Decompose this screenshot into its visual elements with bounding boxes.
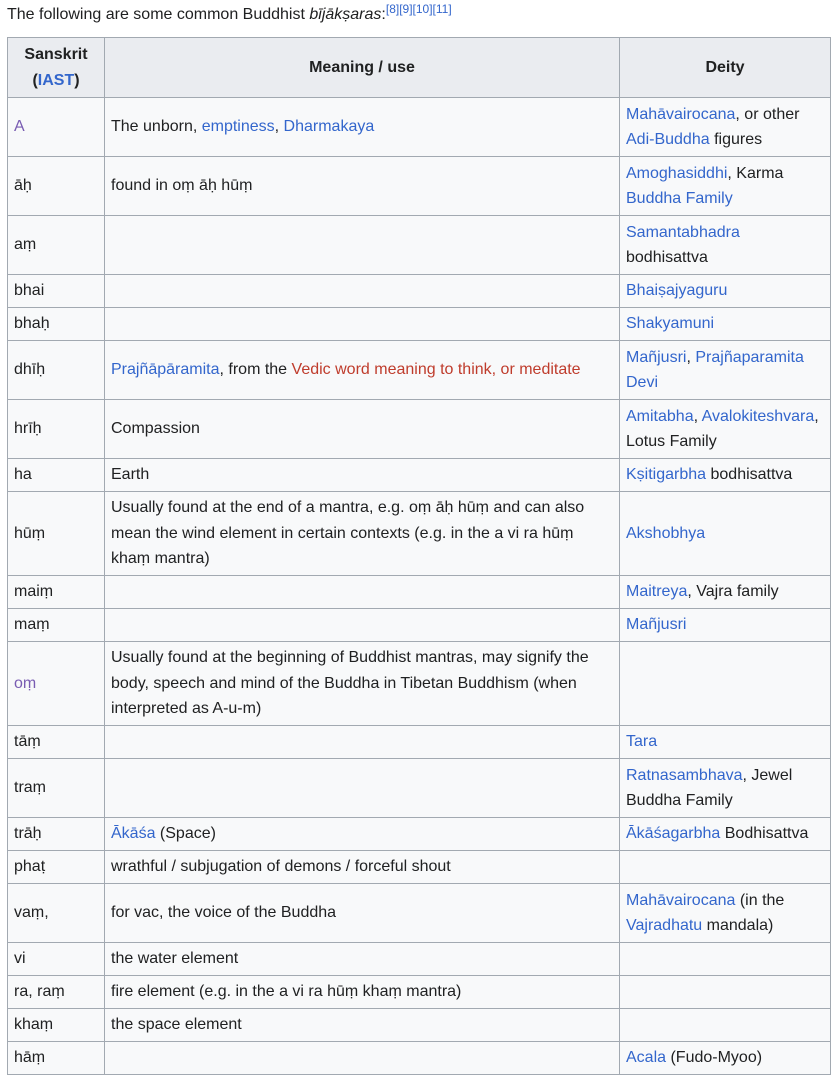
wiki-link[interactable]: Ākāśagarbha (626, 825, 721, 843)
cell-text: The unborn, (111, 118, 202, 136)
cell-sanskrit (8, 1009, 105, 1042)
cell-deity (620, 459, 831, 492)
cell-sanskrit (8, 759, 105, 818)
wiki-link[interactable]: Ratnasambhava (626, 766, 743, 784)
cell-sanskrit (8, 157, 105, 216)
cell-sanskrit (8, 943, 105, 976)
wiki-link[interactable]: Mañjusri (626, 348, 687, 366)
cell-sanskrit (8, 851, 105, 884)
cell-sanskrit[interactable] (8, 642, 105, 726)
wiki-link[interactable]: Maitreya (626, 583, 688, 601)
table-row (8, 341, 831, 400)
sanskrit-text: ra, raṃ (14, 983, 65, 1001)
cell-deity (620, 98, 831, 157)
table-row (8, 609, 831, 642)
cell-text: Usually found at the beginning of Buddhist mantras, may signify the body, speech and mind of the Buddha in Tibetan Buddhism (when interpreted as A-u-m) (111, 649, 589, 718)
intro-term: bījākṣaras (309, 6, 382, 23)
cell-text: , (686, 348, 696, 366)
cell-sanskrit[interactable] (8, 98, 105, 157)
cell-meaning (105, 341, 620, 400)
cell-text: Compassion (111, 420, 200, 438)
cell-meaning (105, 1009, 620, 1042)
cell-deity (620, 884, 831, 943)
intro-lead: The following are some common Buddhist (7, 6, 310, 23)
intro-colon: : (381, 6, 386, 23)
cell-sanskrit (8, 341, 105, 400)
cell-sanskrit (8, 492, 105, 576)
wiki-link[interactable]: Amoghasiddhi (626, 164, 728, 182)
wiki-link[interactable]: Mahāvairocana (626, 105, 736, 123)
wiki-link[interactable]: Adi-Buddha (626, 131, 710, 148)
table-row (8, 98, 831, 157)
intro-refs[interactable] (386, 2, 452, 16)
header-deity[interactable]: Deity (620, 38, 831, 98)
cell-sanskrit (8, 976, 105, 1009)
cell-deity (620, 400, 831, 459)
table-row (8, 642, 831, 726)
sanskrit-link[interactable]: A (14, 118, 25, 136)
cell-sanskrit (8, 459, 105, 492)
cell-meaning (105, 308, 620, 341)
cell-meaning (105, 576, 620, 609)
table-row (8, 726, 831, 759)
wiki-link[interactable]: Buddha Family (626, 190, 733, 207)
cell-meaning (105, 492, 620, 576)
sanskrit-text: vi (14, 950, 26, 968)
cell-text: (Fudo-Myoo) (666, 1049, 763, 1067)
header-sanskrit-label: Sanskrit (24, 46, 88, 63)
wiki-link[interactable]: Mahāvairocana (626, 891, 736, 909)
cell-meaning (105, 459, 620, 492)
header-sanskrit[interactable] (8, 38, 105, 98)
table-row (8, 492, 831, 576)
cell-deity (620, 341, 831, 400)
cell-deity (620, 818, 831, 851)
cell-text: Earth (111, 466, 150, 484)
sanskrit-text: bhai (14, 282, 45, 300)
wiki-link[interactable]: Vajradhatu (626, 917, 703, 934)
cell-meaning (105, 759, 620, 818)
table-row (8, 1009, 831, 1042)
table-row (8, 851, 831, 884)
wiki-link[interactable]: Shakyamuni (626, 315, 715, 333)
cell-sanskrit (8, 576, 105, 609)
cell-text: bodhisattva (626, 249, 708, 266)
cell-meaning (105, 884, 620, 943)
cell-text: , from the (219, 361, 292, 379)
sanskrit-text: āḥ (14, 177, 32, 195)
cell-text: found in oṃ āḥ hūṃ (111, 177, 253, 195)
cell-text: , (274, 118, 284, 136)
cell-meaning (105, 157, 620, 216)
wiki-link[interactable]: Dharmakaya (283, 118, 375, 136)
header-paren-open: ( (32, 71, 38, 89)
wiki-link[interactable]: Samantabhadra (626, 223, 740, 241)
table-row (8, 308, 831, 341)
sanskrit-text: bhaḥ (14, 315, 50, 333)
sanskrit-text: khaṃ (14, 1016, 54, 1034)
wiki-link[interactable]: emptiness (201, 118, 275, 136)
wiki-link[interactable]: Prajñaparamita Devi (626, 348, 804, 391)
table-row (8, 1042, 831, 1075)
wiki-link[interactable]: Avalokiteshvara (701, 407, 815, 425)
cell-text: , Karma (727, 164, 784, 182)
cell-deity (620, 1042, 831, 1075)
sanskrit-text: hrīḥ (14, 420, 42, 438)
cell-text: the water element (111, 950, 239, 968)
cell-text: , Vajra family (687, 583, 779, 601)
sanskrit-text: phaṭ (14, 858, 46, 876)
cell-meaning (105, 1042, 620, 1075)
table-row (8, 884, 831, 943)
cell-text: figures (709, 131, 763, 148)
cell-text: the space element (111, 1016, 242, 1034)
cell-deity (620, 492, 831, 576)
header-meaning[interactable]: Meaning / use (105, 38, 620, 98)
table-row (8, 759, 831, 818)
wiki-link[interactable]: Ākāśa (111, 825, 156, 843)
cell-sanskrit (8, 216, 105, 275)
cell-deity (620, 1009, 831, 1042)
wiki-link[interactable]: Akshobhya (626, 524, 706, 542)
cell-meaning (105, 818, 620, 851)
cell-deity (620, 642, 831, 726)
cell-sanskrit (8, 818, 105, 851)
table-row (8, 943, 831, 976)
sanskrit-text: dhīḥ (14, 361, 46, 379)
table-row (8, 275, 831, 308)
wiki-link[interactable]: Vedic word meaning to think, or meditate (291, 361, 581, 379)
cell-text: bodhisattva (706, 466, 793, 484)
cell-text: , Lotus Family (626, 407, 819, 450)
cell-deity (620, 943, 831, 976)
sanskrit-text: trāḥ (14, 825, 42, 843)
cell-meaning (105, 943, 620, 976)
cell-meaning (105, 98, 620, 157)
cell-sanskrit (8, 1042, 105, 1075)
table-row (8, 576, 831, 609)
table-row (8, 157, 831, 216)
wiki-link[interactable]: Tara (626, 733, 658, 751)
wiki-link[interactable]: Bhaiṣajyaguru (626, 282, 728, 300)
cell-deity (620, 976, 831, 1009)
cell-text: , Jewel Buddha Family (626, 766, 793, 809)
cell-text: (in the (735, 891, 785, 909)
cell-sanskrit (8, 308, 105, 341)
header-paren-close: ) (74, 71, 80, 89)
bijaksaras-table (7, 37, 831, 1075)
sanskrit-link[interactable]: oṃ (14, 674, 37, 692)
wiki-link[interactable]: Prajñāpāramita (111, 361, 220, 379)
cell-meaning (105, 726, 620, 759)
cell-deity (620, 759, 831, 818)
cell-deity (620, 726, 831, 759)
cell-meaning (105, 216, 620, 275)
cell-sanskrit (8, 884, 105, 943)
cell-text: (Space) (155, 825, 216, 843)
cell-meaning (105, 275, 620, 308)
wiki-link[interactable]: Acala (626, 1049, 667, 1067)
cell-deity (620, 275, 831, 308)
table-row (8, 459, 831, 492)
cell-meaning (105, 609, 620, 642)
cell-text: fire element (e.g. in the a vi ra hūṃ khaṃ mantra) (111, 983, 462, 1001)
wiki-link[interactable]: Amitabha (626, 407, 694, 425)
wiki-link[interactable]: Kṣitigarbha (626, 466, 707, 484)
cell-sanskrit (8, 726, 105, 759)
sanskrit-text: vaṃ, (14, 904, 49, 922)
sanskrit-text: hāṃ (14, 1049, 46, 1067)
cell-meaning (105, 642, 620, 726)
table-row (8, 818, 831, 851)
cell-text: for vac, the voice of the Buddha (111, 904, 337, 922)
cell-sanskrit (8, 275, 105, 308)
cell-text: mandala) (702, 917, 774, 934)
table-body (8, 98, 831, 1075)
sanskrit-text: maiṃ (14, 583, 54, 601)
cell-text: , or other (735, 105, 800, 123)
table-row (8, 216, 831, 275)
cell-text: Usually found at the end of a mantra, e.g. oṃ āḥ hūṃ and can also mean the wind element in certain contexts (e.g. in the a vi ra hūṃ khaṃ mantra) (111, 499, 585, 568)
cell-deity (620, 216, 831, 275)
table-row (8, 976, 831, 1009)
table-row (8, 400, 831, 459)
cell-deity (620, 576, 831, 609)
cell-text: , (693, 407, 702, 425)
sanskrit-text: maṃ (14, 616, 50, 634)
sanskrit-text: traṃ (14, 779, 46, 797)
cell-deity (620, 609, 831, 642)
cell-sanskrit (8, 609, 105, 642)
cell-sanskrit (8, 400, 105, 459)
cell-text: Bodhisattva (720, 825, 809, 843)
sanskrit-text: tāṃ (14, 733, 41, 751)
cell-meaning (105, 400, 620, 459)
table-header-row (8, 38, 831, 98)
wiki-link[interactable]: Mañjusri (626, 616, 687, 634)
sanskrit-text: ha (14, 466, 32, 484)
reference-links[interactable]: [8][9][10][11] (385, 2, 452, 16)
iast-link[interactable]: IAST (37, 71, 75, 89)
cell-deity (620, 308, 831, 341)
cell-deity (620, 157, 831, 216)
cell-text: wrathful / subjugation of demons / forceful shout (111, 858, 451, 876)
cell-deity (620, 851, 831, 884)
cell-meaning (105, 976, 620, 1009)
sanskrit-text: hūṃ (14, 524, 46, 542)
sanskrit-text: aṃ (14, 236, 37, 254)
cell-meaning (105, 851, 620, 884)
intro-text (7, 4, 452, 26)
